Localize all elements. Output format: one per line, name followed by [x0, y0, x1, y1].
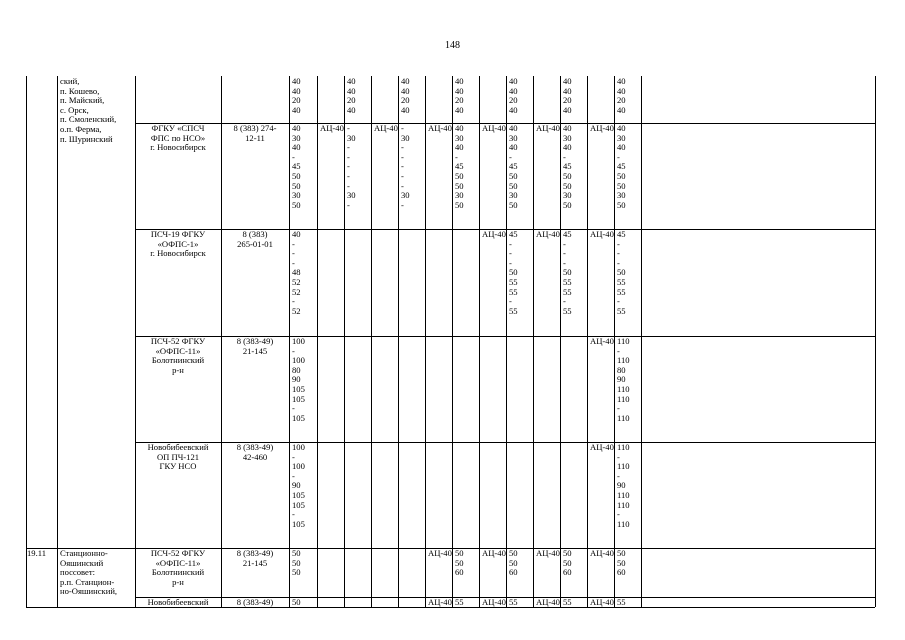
- arrival-minutes: 40 40 20 40: [347, 76, 356, 115]
- fire-unit-name: ПСЧ-19 ФГКУ «ОФПС-1» г. Новосибирск: [150, 229, 206, 259]
- column-rule: [26, 76, 27, 607]
- column-rule: [587, 76, 588, 607]
- column-rule: [452, 76, 453, 607]
- fire-unit-name: ФГКУ «СПСЧ ФПС по НСО» г. Новосибирск: [150, 123, 206, 153]
- vehicle-type: АЦ-40: [590, 597, 614, 607]
- arrival-minutes: 55: [455, 597, 464, 607]
- arrival-minutes: 40 40 20 40: [617, 76, 626, 115]
- arrival-minutes: 100 - 100 - 90 105 105 - 105: [292, 442, 305, 529]
- arrival-minutes: 45 - - - 50 55 55 - 55: [617, 229, 626, 316]
- arrival-minutes: 50 50 50: [292, 548, 301, 578]
- arrival-minutes: 100 - 100 80 90 105 105 - 105: [292, 336, 305, 423]
- unit-phone: 8 (383) 265-01-01: [237, 229, 273, 249]
- arrival-minutes: 45 - - - 50 55 55 - 55: [509, 229, 518, 316]
- arrival-minutes: 45 - - - 50 55 55 - 55: [563, 229, 572, 316]
- unit-phone: 8 (383) 274- 12-11: [233, 123, 277, 143]
- column-rule: [398, 76, 399, 607]
- vehicle-type: АЦ-40: [482, 548, 506, 558]
- column-rule: [371, 76, 372, 607]
- arrival-minutes: 40 40 20 40: [509, 76, 518, 115]
- vehicle-type: АЦ-40: [428, 597, 452, 607]
- column-rule: [875, 76, 876, 607]
- arrival-minutes: 40 40 20 40: [563, 76, 572, 115]
- arrival-minutes: 40 40 20 40: [455, 76, 464, 115]
- vehicle-type: АЦ-40: [536, 597, 560, 607]
- arrival-minutes: 50 50 60: [509, 548, 518, 578]
- column-rule: [506, 76, 507, 607]
- arrival-minutes: 40 40 20 40: [292, 76, 301, 115]
- arrival-minutes: 55: [617, 597, 626, 607]
- column-rule: [57, 76, 58, 607]
- fire-unit-name: ПСЧ-52 ФГКУ «ОФПС-11» Болотнинский р-н: [150, 548, 206, 587]
- fire-unit-name: ПСЧ-52 ФГКУ «ОФПС-11» Болотнинский р-н: [150, 336, 206, 375]
- arrival-minutes: 55: [509, 597, 518, 607]
- arrival-minutes: 40 - - - 48 52 52 - 52: [292, 229, 301, 316]
- district-name: Станционно- Ояшинский поссовет: р.п. Станцион- но-Ояшинский,: [60, 548, 118, 597]
- page-number: 148: [445, 40, 460, 51]
- vehicle-type: АЦ-40: [320, 123, 344, 133]
- unit-phone: 8 (383-49) 21-145: [236, 336, 274, 356]
- column-rule: [560, 76, 561, 607]
- arrival-minutes: 55: [563, 597, 572, 607]
- vehicle-type: АЦ-40: [590, 442, 614, 452]
- unit-phone: 8 (383-49) 42-460: [236, 442, 274, 462]
- arrival-minutes: 50: [292, 597, 301, 607]
- vehicle-type: АЦ-40: [482, 229, 506, 239]
- row-number: 19.11: [27, 548, 47, 558]
- arrival-minutes: 50 50 60: [563, 548, 572, 578]
- column-rule: [641, 76, 642, 607]
- fire-unit-name: Новобибеевский ОП ПЧ-121 ГКУ НСО: [147, 442, 209, 472]
- column-rule: [317, 76, 318, 607]
- vehicle-type: АЦ-40: [590, 123, 614, 133]
- vehicle-type: АЦ-40: [374, 123, 398, 133]
- arrival-minutes: 40 30 40 - 45 50 50 30 50: [563, 123, 572, 210]
- arrival-minutes: 110 - 110 - 90 110 110 - 110: [617, 442, 630, 529]
- vehicle-type: АЦ-40: [590, 548, 614, 558]
- arrival-minutes: 40 30 40 - 45 50 50 30 50: [617, 123, 626, 210]
- vehicle-type: АЦ-40: [482, 123, 506, 133]
- arrival-minutes: 50 50 60: [617, 548, 626, 578]
- column-rule: [425, 76, 426, 607]
- district-name: ский, п. Кошево, п. Майский, с. Орск, п. Смоленский, о.п. Ферма, п. Шуринский: [60, 76, 117, 144]
- vehicle-type: АЦ-40: [590, 336, 614, 346]
- arrival-minutes: 40 40 20 40: [401, 76, 410, 115]
- arrival-minutes: 40 30 40 - 45 50 50 30 50: [292, 123, 301, 210]
- column-rule: [533, 76, 534, 607]
- arrival-minutes: 110 - 110 80 90 110 110 - 110: [617, 336, 630, 423]
- vehicle-type: АЦ-40: [536, 229, 560, 239]
- arrival-minutes: 50 50 60: [455, 548, 464, 578]
- fire-unit-name: Новобибеевский: [147, 597, 209, 607]
- column-rule: [289, 76, 290, 607]
- arrival-minutes: - 30 - - - - - 30 -: [401, 123, 410, 210]
- arrival-minutes: 40 30 40 - 45 50 50 30 50: [509, 123, 518, 210]
- vehicle-type: АЦ-40: [428, 548, 452, 558]
- vehicle-type: АЦ-40: [482, 597, 506, 607]
- fire-dispatch-table: [26, 76, 875, 611]
- column-rule: [479, 76, 480, 607]
- unit-phone: 8 (383-49): [236, 597, 274, 607]
- arrival-minutes: - 30 - - - - - 30 -: [347, 123, 356, 210]
- unit-phone: 8 (383-49) 21-145: [236, 548, 274, 568]
- column-rule: [344, 76, 345, 607]
- vehicle-type: АЦ-40: [590, 229, 614, 239]
- arrival-minutes: 40 30 40 - 45 50 50 30 50: [455, 123, 464, 210]
- vehicle-type: АЦ-40: [428, 123, 452, 133]
- column-rule: [614, 76, 615, 607]
- vehicle-type: АЦ-40: [536, 548, 560, 558]
- vehicle-type: АЦ-40: [536, 123, 560, 133]
